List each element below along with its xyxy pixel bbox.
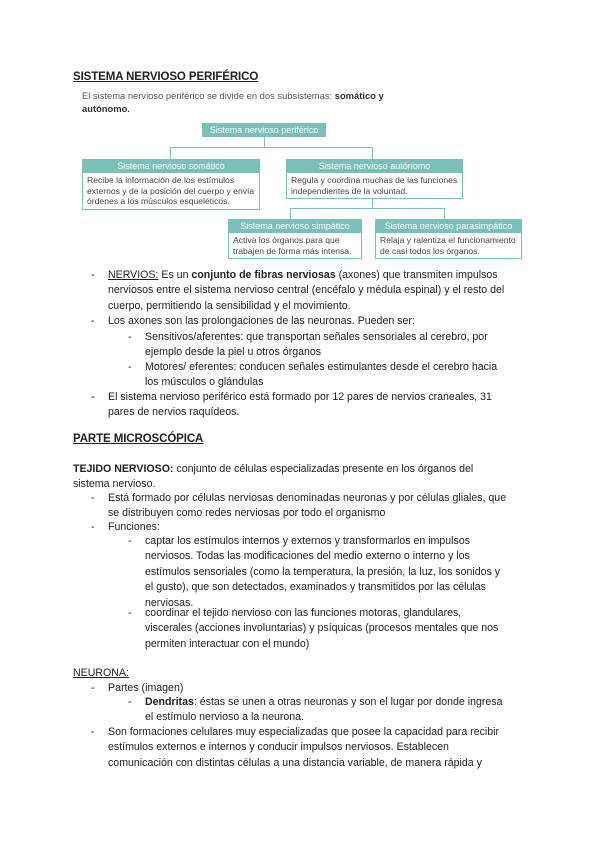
motores-item [145,360,545,391]
text-line: cuerpo, permitiendo la sensibilidad y el movimiento. [108,299,351,312]
text-line: nerviosos. Todas las modificaciones del medio externo o interno y los [145,550,470,563]
box-text: Activa los órganos para que trabajen de forma más intensa. [233,235,352,256]
bullet-dash: - [91,726,95,738]
connector-line [170,147,373,148]
neurona-label [73,666,129,681]
box-title: Sistema nervioso autónomo [287,160,462,173]
text-line: El sistema nervioso periférico está formado por 12 pares de nervios craneales, 31 [108,391,492,403]
connector-line [372,147,373,159]
connector-line [372,198,373,208]
bullet-dash: - [91,492,95,504]
text-span: (axones) que transmiten impulsos [335,269,498,281]
section-title-parte-microscopica: PARTE MICROSCÓPICA [73,433,204,445]
partes-line: Partes (imagen) [108,682,184,694]
text-line: viscerales (acciones involuntarias) y psíquicas (procesos mentales que nos [145,622,499,635]
sub-bullet-dash: - [128,696,132,708]
box-title: Sistema nervioso parasimpático [376,220,521,233]
text-line: Son formaciones celulares muy especializadas que posee la capacidad para recibir [108,726,500,738]
bold-span: Dendritas [145,696,194,708]
text-line: nerviosos entre el sistema nervioso central (encéfalo y médula espinal) y el resto del [108,284,505,297]
connector-line [264,137,265,147]
box-title: Sistema nervioso simpático [229,220,361,233]
text-line: nerviosas. [145,596,194,609]
text-line: pares de nervios raquídeos. [108,406,240,419]
tejido-paragraph [73,462,543,493]
diagram-box-somatico [82,159,260,210]
box-text: Recibe la información de los estímulos externos y de la posición del cuerpo y envía órdenes a los músculos esqueléticos. [87,175,255,207]
sub-bullet-dash: - [128,607,132,619]
connector-line [290,208,445,209]
nervios-paragraph [108,268,548,314]
formaciones-item [108,725,548,771]
connector-line [170,147,171,159]
bullet-dash: - [91,391,95,403]
captar-item [145,534,555,611]
text-line: el gusto), que son detectados, examinados y transmitidos por las células [145,581,486,594]
formado-item [108,491,548,522]
diagram-root-box: Sistema nervioso periférico [202,123,326,137]
text-span: : éstas se unen a otras neuronas y son el lugar por donde ingresa [193,696,503,708]
bullet-dash: - [91,269,95,281]
text-line: estímulos externos e internos y conducir impulsos nerviosos. Establecen [108,741,449,754]
box-title: Sistema nervioso somático [83,160,259,173]
intro-bold: somático y autónomo. [82,90,384,114]
text-span: conjunto de células especializadas presente en los órganos del [173,463,474,475]
text-span: Es un [158,269,192,281]
text-line: el estímulo nervioso a la neurona. [145,711,304,724]
diagram-box-simpatico [228,219,362,259]
text-line: Motores/ eferentes: conducen señales estimulantes desde el cerebro hacia [145,361,498,373]
box-text: Regula y coordina muchas de las funciones independientes de la voluntad. [291,175,458,196]
bullet-dash: - [91,521,95,533]
underlined-label: NEURONA: [73,667,129,679]
text-line: Sensitivos/aferentes: que transportan señales sensoriales al cerebro, por [145,331,488,343]
section-title-sistema-periferico: SISTEMA NERVIOSO PERIFÉRICO [73,71,259,83]
text-line: captar los estímulos internos y externos y transformarlos en impulsos [145,535,471,547]
text-line: se distribuyen como redes nerviosas por todo el organismo [108,507,386,520]
axones-line: Los axones son las prolongaciones de las neuronas. Pueden ser: [108,315,415,327]
connector-line [290,208,291,219]
periferico-item [108,390,548,421]
text-line: comunicación con distintas células a una distancia variable, de manera rápida y [108,756,482,769]
sub-bullet-dash: - [128,535,132,547]
funciones-label: Funciones: [108,521,160,533]
sub-bullet-dash: - [128,331,132,343]
coordinar-item [145,606,555,652]
text-line: estímulos sensoriales (como la temperatura, la presión, la luz, los sonidos y [145,565,501,578]
connector-line [444,208,445,219]
box-text: Relaja y ralentiza el funcionamiento de casi todos los órganos. [380,235,516,256]
sub-bullet-dash: - [128,361,132,373]
intro-text: El sistema nervioso periférico se divide en dos subsistemas: [82,90,333,101]
diagram-intro [82,90,412,115]
sensitivos-item [145,330,545,361]
diagram-box-parasimpatico [375,219,522,259]
text-line: permiten interactuar con el mundo) [145,637,310,650]
text-line: Está formado por células nerviosas denominadas neuronas y por células gliales, que [108,492,507,504]
bold-span: conjunto de fibras nerviosas [191,269,336,281]
text-line: coordinar el tejido nervioso con las funciones motoras, glandulares, [145,607,462,619]
dendritas-item [145,695,555,726]
text-line: ejemplo desde la piel u otros órganos [145,346,322,359]
diagram-box-autonomo [286,159,463,199]
bullet-dash: - [91,315,95,327]
text-line: sistema nervioso. [73,478,156,491]
nervios-label: NERVIOS: [108,269,159,281]
bold-span: TEJIDO NERVIOSO: [73,463,174,475]
text-line: los músculos o glándulas [145,376,264,389]
bullet-dash: - [91,682,95,694]
